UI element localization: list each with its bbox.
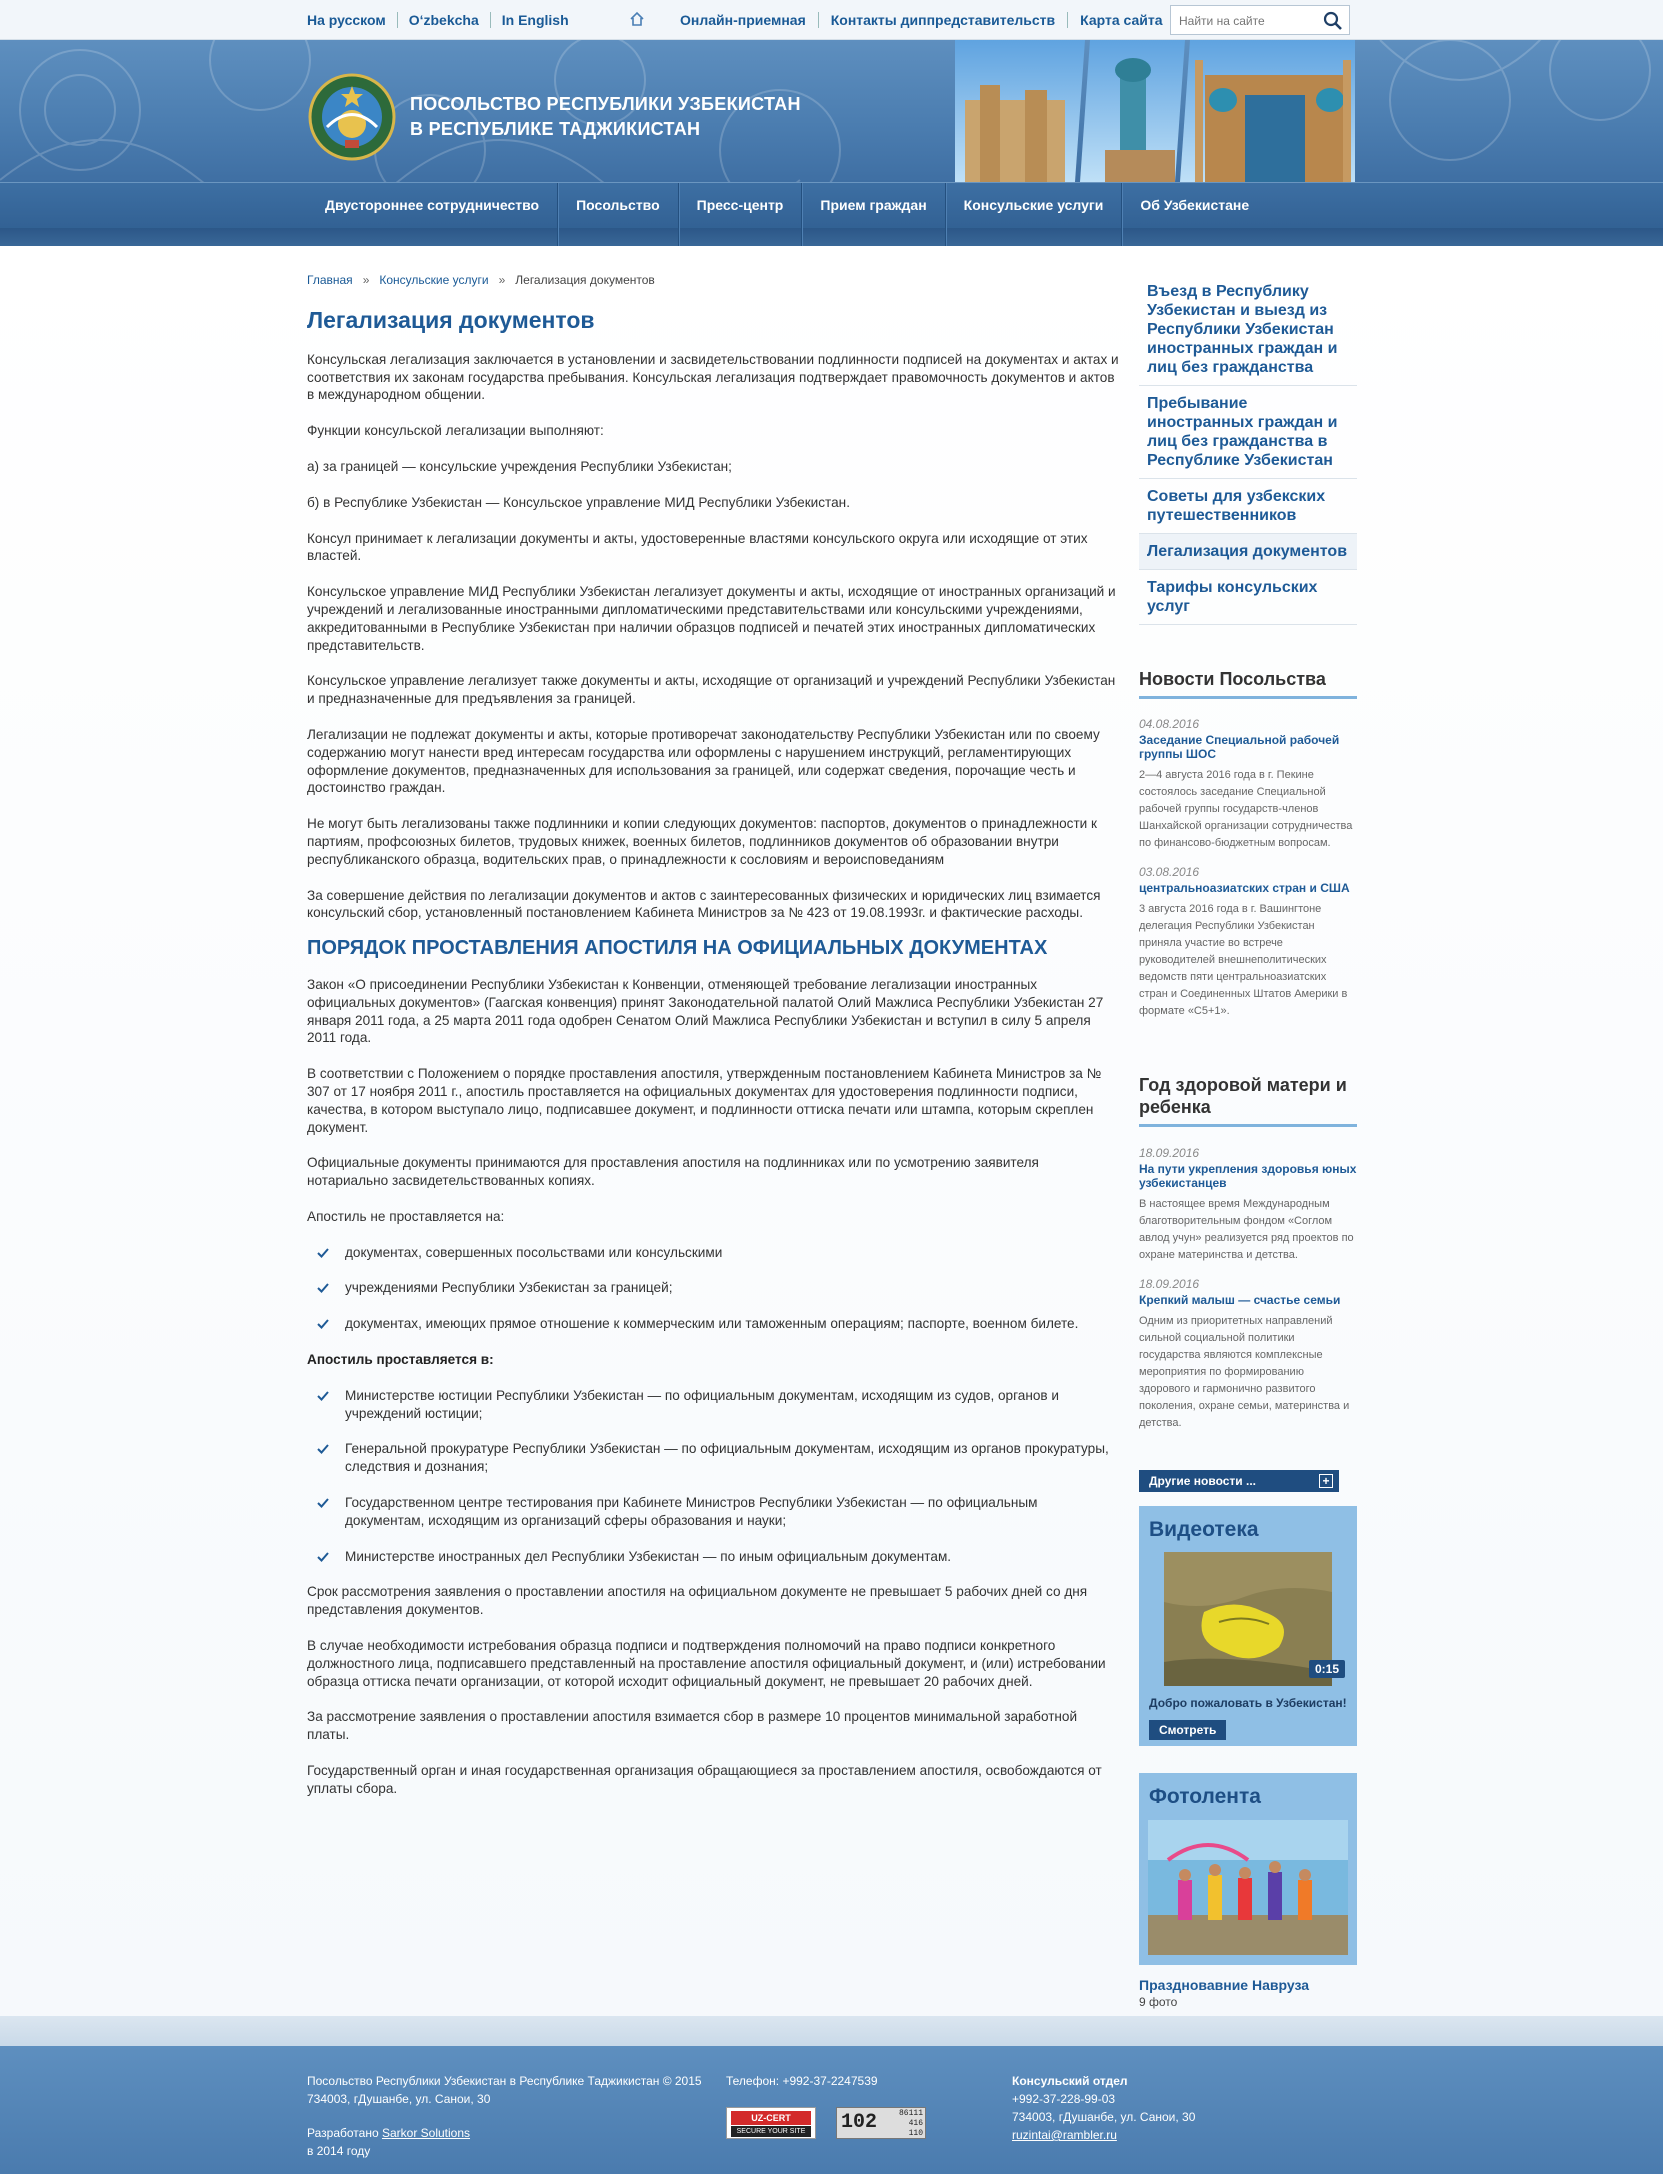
- news-date: 18.09.2016: [1139, 1277, 1200, 1291]
- list-item: [307, 1548, 1120, 1566]
- footer-consular-title: Консульский отдел: [1012, 2074, 1128, 2088]
- breadcrumb-separator: »: [498, 273, 506, 287]
- nav-embassy[interactable]: Посольство: [558, 183, 679, 247]
- checkmark-icon: [317, 1248, 329, 1258]
- photo-feed-title[interactable]: Фотолента: [1149, 1785, 1261, 1808]
- paragraph: В случае необходимости истребования образца подписи и подтверждения полномочий на право подписи конкретного должностного лица, подписавшего представленный на проставление апостиля официальный документ, и (или) истребовании образца оттиска печати организации, от которой исходит официальный документ, не превышает 20 рабочих дней.: [307, 1638, 1106, 1689]
- year-heading: Год здоровой матери и ребенка: [1139, 1074, 1357, 1127]
- breadcrumb-home[interactable]: Главная: [307, 273, 353, 287]
- photo-count: 9 фото: [1139, 1995, 1178, 2009]
- placed-list: [307, 1387, 1120, 1566]
- paragraph: Не могут быть легализованы также подлинники и копии следующих документов: паспортов, документов о принадлежности к партиям, профсоюзных билетов, трудовых книжек, военных билетов, подлинников документов об образовании внутри республиканского образца, водительских прав, о принадлежности к сословиям и вероисповеданиям: [307, 816, 1097, 867]
- site-title[interactable]: [410, 92, 801, 142]
- news-date: 04.08.2016: [1139, 717, 1200, 731]
- news-text: Одним из приоритетных направлений сильной социальной политики государства являются комплексные мероприятия по формированию здорового и гармонично развитого поколения, охране семьи, материнства и детства.: [1139, 1315, 1350, 1429]
- footer-address: 734003, гДушанбе, ул. Санои, 30: [307, 2092, 491, 2106]
- lang-english[interactable]: In English: [501, 12, 569, 28]
- video-library-title[interactable]: Видеотека: [1149, 1518, 1259, 1541]
- plus-icon: +: [1319, 1474, 1333, 1488]
- main-content: [307, 307, 1120, 1816]
- news-text: 3 августа 2016 года в г. Вашингтоне делегация Республики Узбекистан приняла участие во встрече руководителей внешнеполитических ведомств пяти центральноазиатских стран и Соединенных Штатов Америки в формате «С5+1».: [1139, 903, 1348, 1017]
- top-bar: [0, 0, 1663, 40]
- checkmark-icon: [317, 1552, 329, 1562]
- paragraph: Апостиль не проставляется на:: [307, 1208, 505, 1224]
- footer-developer: [307, 2124, 727, 2142]
- ornament-pattern: [0, 40, 1663, 182]
- photo-thumbnail[interactable]: [1148, 1820, 1348, 1955]
- sidebar-item-stay[interactable]: Пребывание иностранных граждан и лиц без гражданства в Республике Узбекистан: [1139, 386, 1357, 479]
- breadcrumb: [307, 273, 655, 287]
- news-title[interactable]: Заседание Специальной рабочей группы ШОС: [1139, 733, 1340, 761]
- counter-lines: [887, 2109, 923, 2139]
- news-date: 18.09.2016: [1139, 1146, 1200, 1160]
- search-icon[interactable]: [1323, 11, 1343, 31]
- photo-caption[interactable]: Праздновавние Навруза: [1139, 1977, 1310, 1993]
- paragraph: Официальные документы принимаются для проставления апостиля на подлинниках или по усмотрению заявителя нотариально засвидетельствованных копиях.: [307, 1155, 1039, 1189]
- counter-line: 86111: [898, 2109, 923, 2118]
- nav-citizen-reception[interactable]: Прием граждан: [802, 183, 945, 247]
- news-item: [1139, 864, 1357, 1020]
- site-header: [0, 40, 1663, 182]
- not-placed-list: [307, 1244, 1120, 1333]
- news-item: [1139, 1145, 1357, 1264]
- site-title-line1: ПОСОЛЬСТВО РЕСПУБЛИКИ УЗБЕКИСТАН: [410, 94, 801, 114]
- news-title[interactable]: Крепкий малыш — счастье семьи: [1139, 1293, 1341, 1307]
- section-title: ПОРЯДОК ПРОСТАВЛЕНИЯ АПОСТИЛЯ НА ОФИЦИАЛЬНЫХ ДОКУМЕНТАХ: [307, 937, 1048, 960]
- news-date: 03.08.2016: [1139, 865, 1200, 879]
- news-heading: Новости Посольства: [1139, 668, 1357, 699]
- video-thumbnail[interactable]: [1164, 1552, 1332, 1686]
- list-item-text: Государственном центре тестирования при Кабинете Министров Республики Узбекистан — по официальным документам, исходящим из организаций сферы образования и науки;: [345, 1495, 1038, 1528]
- sidebar-item-travel-tips[interactable]: Советы для узбекских путешественников: [1139, 479, 1357, 534]
- counter-line: 110: [908, 2129, 923, 2138]
- list-item-text: Министерстве юстиции Республики Узбекистан — по официальным документам, исходящим из судов, органов и учреждений юстиции;: [345, 1387, 1059, 1421]
- site-title-line2: В РЕСПУБЛИКЕ ТАДЖИКИСТАН: [410, 119, 701, 139]
- news-list: [1139, 716, 1357, 1032]
- uz-cert-badge[interactable]: [726, 2107, 816, 2139]
- badge-cert-title: UZ-CERT: [731, 2111, 811, 2125]
- sitemap-link[interactable]: Карта сайта: [1080, 12, 1163, 28]
- paragraph: Срок рассмотрения заявления о проставлении апостиля на официальном документе не превышает 5 рабочих дней со дня представления документов.: [307, 1584, 1088, 1618]
- nav-press-center[interactable]: Пресс-центр: [679, 183, 803, 247]
- paragraph: Функции консульской легализации выполняют:: [307, 423, 604, 439]
- checkmark-icon: [317, 1444, 329, 1454]
- paragraph: Государственный орган и иная государственная организация обращающиеся за проставлением апостиля, освобождаются от уплаты сбора.: [307, 1763, 1102, 1796]
- footer-consular: [1012, 2072, 1232, 2144]
- search-box: [1170, 5, 1350, 35]
- footer-copyright: [307, 2072, 727, 2160]
- footer-consular-address: 734003, гДушанбе, ул. Санои, 30: [1012, 2110, 1196, 2124]
- home-icon[interactable]: [629, 11, 645, 27]
- state-emblem[interactable]: [307, 72, 397, 162]
- photo-feed: [1139, 1773, 1357, 1965]
- sidebar-menu: [1139, 274, 1357, 625]
- breadcrumb-current: Легализация документов: [515, 273, 655, 287]
- search-input[interactable]: [1179, 12, 1314, 30]
- top-links: [668, 12, 1175, 28]
- online-reception-link[interactable]: Онлайн-приемная: [668, 12, 819, 28]
- news-item: [1139, 716, 1357, 852]
- list-item-text: учреждениями Республики Узбекистан за границей;: [345, 1280, 673, 1296]
- list-item: [307, 1279, 1120, 1297]
- paragraph: Закон «О присоединении Республики Узбекистан к Конвенции, отменяющей требование легализации иностранных официальных документов» (Гаагская конвенция) принят Законодательной палатой Олий Мажлиса Республики Узбекистан 27 января 2011 года, а 25 марта 2011 года одобрен Сенатом Олий Мажлиса Республики Узбекистан и вступил в силу 5 апреля 2011 года.: [307, 976, 1104, 1046]
- main-nav: [0, 182, 1663, 246]
- list-item: [307, 1440, 1120, 1476]
- lang-russian[interactable]: На русском: [307, 12, 398, 28]
- list-item: [307, 1494, 1120, 1530]
- list-item: [307, 1244, 1120, 1262]
- list-item-text: Генеральной прокуратуре Республики Узбекистан — по официальным документам, исходящим из органов прокуратуры, следствия и дознания;: [345, 1441, 1109, 1475]
- paragraph: Консул принимает к легализации документы и акты, удостоверенные властями консульского округа или исходящие от этих властей.: [307, 530, 1088, 564]
- sidebar-item-tariffs[interactable]: Тарифы консульских услуг: [1139, 570, 1357, 625]
- paragraph: В соответствии с Положением о порядке проставления апостиля, утвержденным постановлением Кабинета Министров за № 307 от 17 ноября 2011 г., апостиль проставляется на официальных документах для удостоверения подлинности подписи, качества, в котором выступало лицо, подписавшее документ, и подлинности оттиска печати или штампа, которым скреплен документ.: [307, 1066, 1102, 1135]
- nav-bilateral[interactable]: Двустороннее сотрудничество: [307, 183, 558, 247]
- nav-about-uzbekistan[interactable]: Об Узбекистане: [1140, 197, 1250, 213]
- video-library: [1139, 1506, 1357, 1746]
- paragraph: Консульское управление МИД Республики Узбекистан легализует документы и акты, исходящие от иностранных организаций и учреждений и легализованные иностранными дипломатическими представительствами или консульскими учреждениями, аккредитованными в Республике Узбекистан при наличии образцов подписей и печатей этих иностранных дипломатических представительств.: [307, 584, 1116, 653]
- contacts-link[interactable]: Контакты диппредставительств: [819, 12, 1068, 28]
- list-item-text: документах, совершенных посольствами или консульскими: [345, 1244, 723, 1260]
- checkmark-icon: [317, 1498, 329, 1508]
- video-caption[interactable]: Добро пожаловать в Узбекистан!: [1149, 1696, 1347, 1710]
- sidebar-item-legalization[interactable]: Легализация документов: [1139, 534, 1357, 570]
- checkmark-icon: [317, 1283, 329, 1293]
- watch-button[interactable]: Смотреть: [1149, 1720, 1226, 1740]
- footer-dev-year: в 2014 году: [307, 2144, 371, 2158]
- badge-cert-sub: SECURE YOUR SITE: [731, 2126, 811, 2137]
- paragraph: Консульское управление легализует также документы и акты, исходящие от организаций и учреждений Республики Узбекистан и предназначенные для предъявления за границей.: [307, 673, 1116, 707]
- paragraph: За рассмотрение заявления о проставлении апостиля взимается сбор в размере 10 процентов минимальной заработной платы.: [307, 1709, 1078, 1743]
- checkmark-icon: [317, 1391, 329, 1401]
- counter-main: 102: [841, 2111, 878, 2134]
- footer-copyright-text: Посольство Республики Узбекистан в Республике Таджикистан © 2015: [307, 2074, 702, 2088]
- video-duration: 0:15: [1309, 1660, 1345, 1678]
- footer-ornament: [0, 2016, 1663, 2046]
- footer-dev-label: Разработано: [307, 2126, 379, 2140]
- sidebar-item-entry-exit[interactable]: Въезд в Республику Узбекистан и выезд из Республики Узбекистан иностранных граждан и лиц без гражданства: [1139, 274, 1357, 386]
- language-switcher: [307, 12, 580, 28]
- list-item-text: документах, имеющих прямое отношение к коммерческим или таможенным операциям; паспорте, военном билете.: [345, 1316, 1079, 1332]
- list-item: [307, 1387, 1120, 1423]
- list-item-text: Министерстве иностранных дел Республики Узбекистан — по иным официальным документам.: [345, 1548, 952, 1564]
- nav-consular-services[interactable]: Консульские услуги: [946, 183, 1123, 247]
- footer-phone: Телефон: +992-37-2247539: [726, 2074, 878, 2088]
- year-news-list: [1139, 1145, 1357, 1444]
- header-photo-collage: [955, 40, 1355, 182]
- news-text: 2—4 августа 2016 года в г. Пекине состоялось заседание Специальной рабочей группы государств-членов Шанхайской организации сотрудничества по финансово-бюджетным вопросам.: [1139, 769, 1353, 849]
- paragraph: б) в Республике Узбекистан — Консульское управление МИД Республики Узбекистан.: [307, 494, 850, 510]
- footer-dev-link[interactable]: Sarkor Solutions: [381, 2126, 471, 2140]
- footer-consular-email[interactable]: ruzintai@rambler.ru: [1012, 2128, 1117, 2142]
- checkmark-icon: [317, 1319, 329, 1329]
- paragraph: За совершение действия по легализации документов и актов с заинтересованных физических и юридических лиц взимается консульский сбор, установленный постановлением Кабинета Министров за № 423 от 19.08.1993г. и фактические расходы.: [307, 887, 1101, 921]
- more-news-button[interactable]: [1139, 1470, 1339, 1492]
- lang-uzbek[interactable]: O‘zbekcha: [398, 12, 491, 28]
- more-news-label: Другие новости ...: [1149, 1474, 1257, 1488]
- footer-consular-phone: +992-37-228-99-03: [1012, 2092, 1116, 2106]
- site-footer: [0, 2046, 1663, 2174]
- news-text: В настоящее время Международным благотворительным фондом «Соглом авлод учун» реализуется ряд проектов по охране материнства и детства.: [1139, 1198, 1354, 1261]
- counter-badge[interactable]: [836, 2107, 926, 2139]
- list-item: [307, 1315, 1120, 1333]
- counter-line: 416: [908, 2119, 923, 2128]
- placed-heading: Апостиль проставляется в:: [307, 1352, 494, 1368]
- news-title[interactable]: На пути укрепления здоровья юных узбекистанцев: [1139, 1162, 1357, 1190]
- paragraph: Консульская легализация заключается в установлении и засвидетельствовании подлинности подписей на документах и актах и соответствия их законам государства пребывания. Консульская легализация подтверждает правомочность документов и актов в международном общении.: [307, 351, 1119, 403]
- breadcrumb-section[interactable]: Консульские услуги: [379, 273, 489, 287]
- news-item: [1139, 1276, 1357, 1432]
- paragraph: а) за границей — консульские учреждения Республики Узбекистан;: [307, 458, 732, 474]
- paragraph: Легализации не подлежат документы и акты, которые противоречат законодательству Республики Узбекистан или по своему содержанию могут нанести вред интересам государства или оформлены с нарушением инструкций, регламентирующих оформление документов, предназначенных для использования за границей, или содержат сведения, порочащие честь и достоинство граждан.: [307, 726, 1100, 796]
- page-title: Легализация документов: [307, 307, 595, 333]
- breadcrumb-separator: »: [362, 273, 370, 287]
- news-title[interactable]: центральноазиатских стран и США: [1139, 881, 1350, 895]
